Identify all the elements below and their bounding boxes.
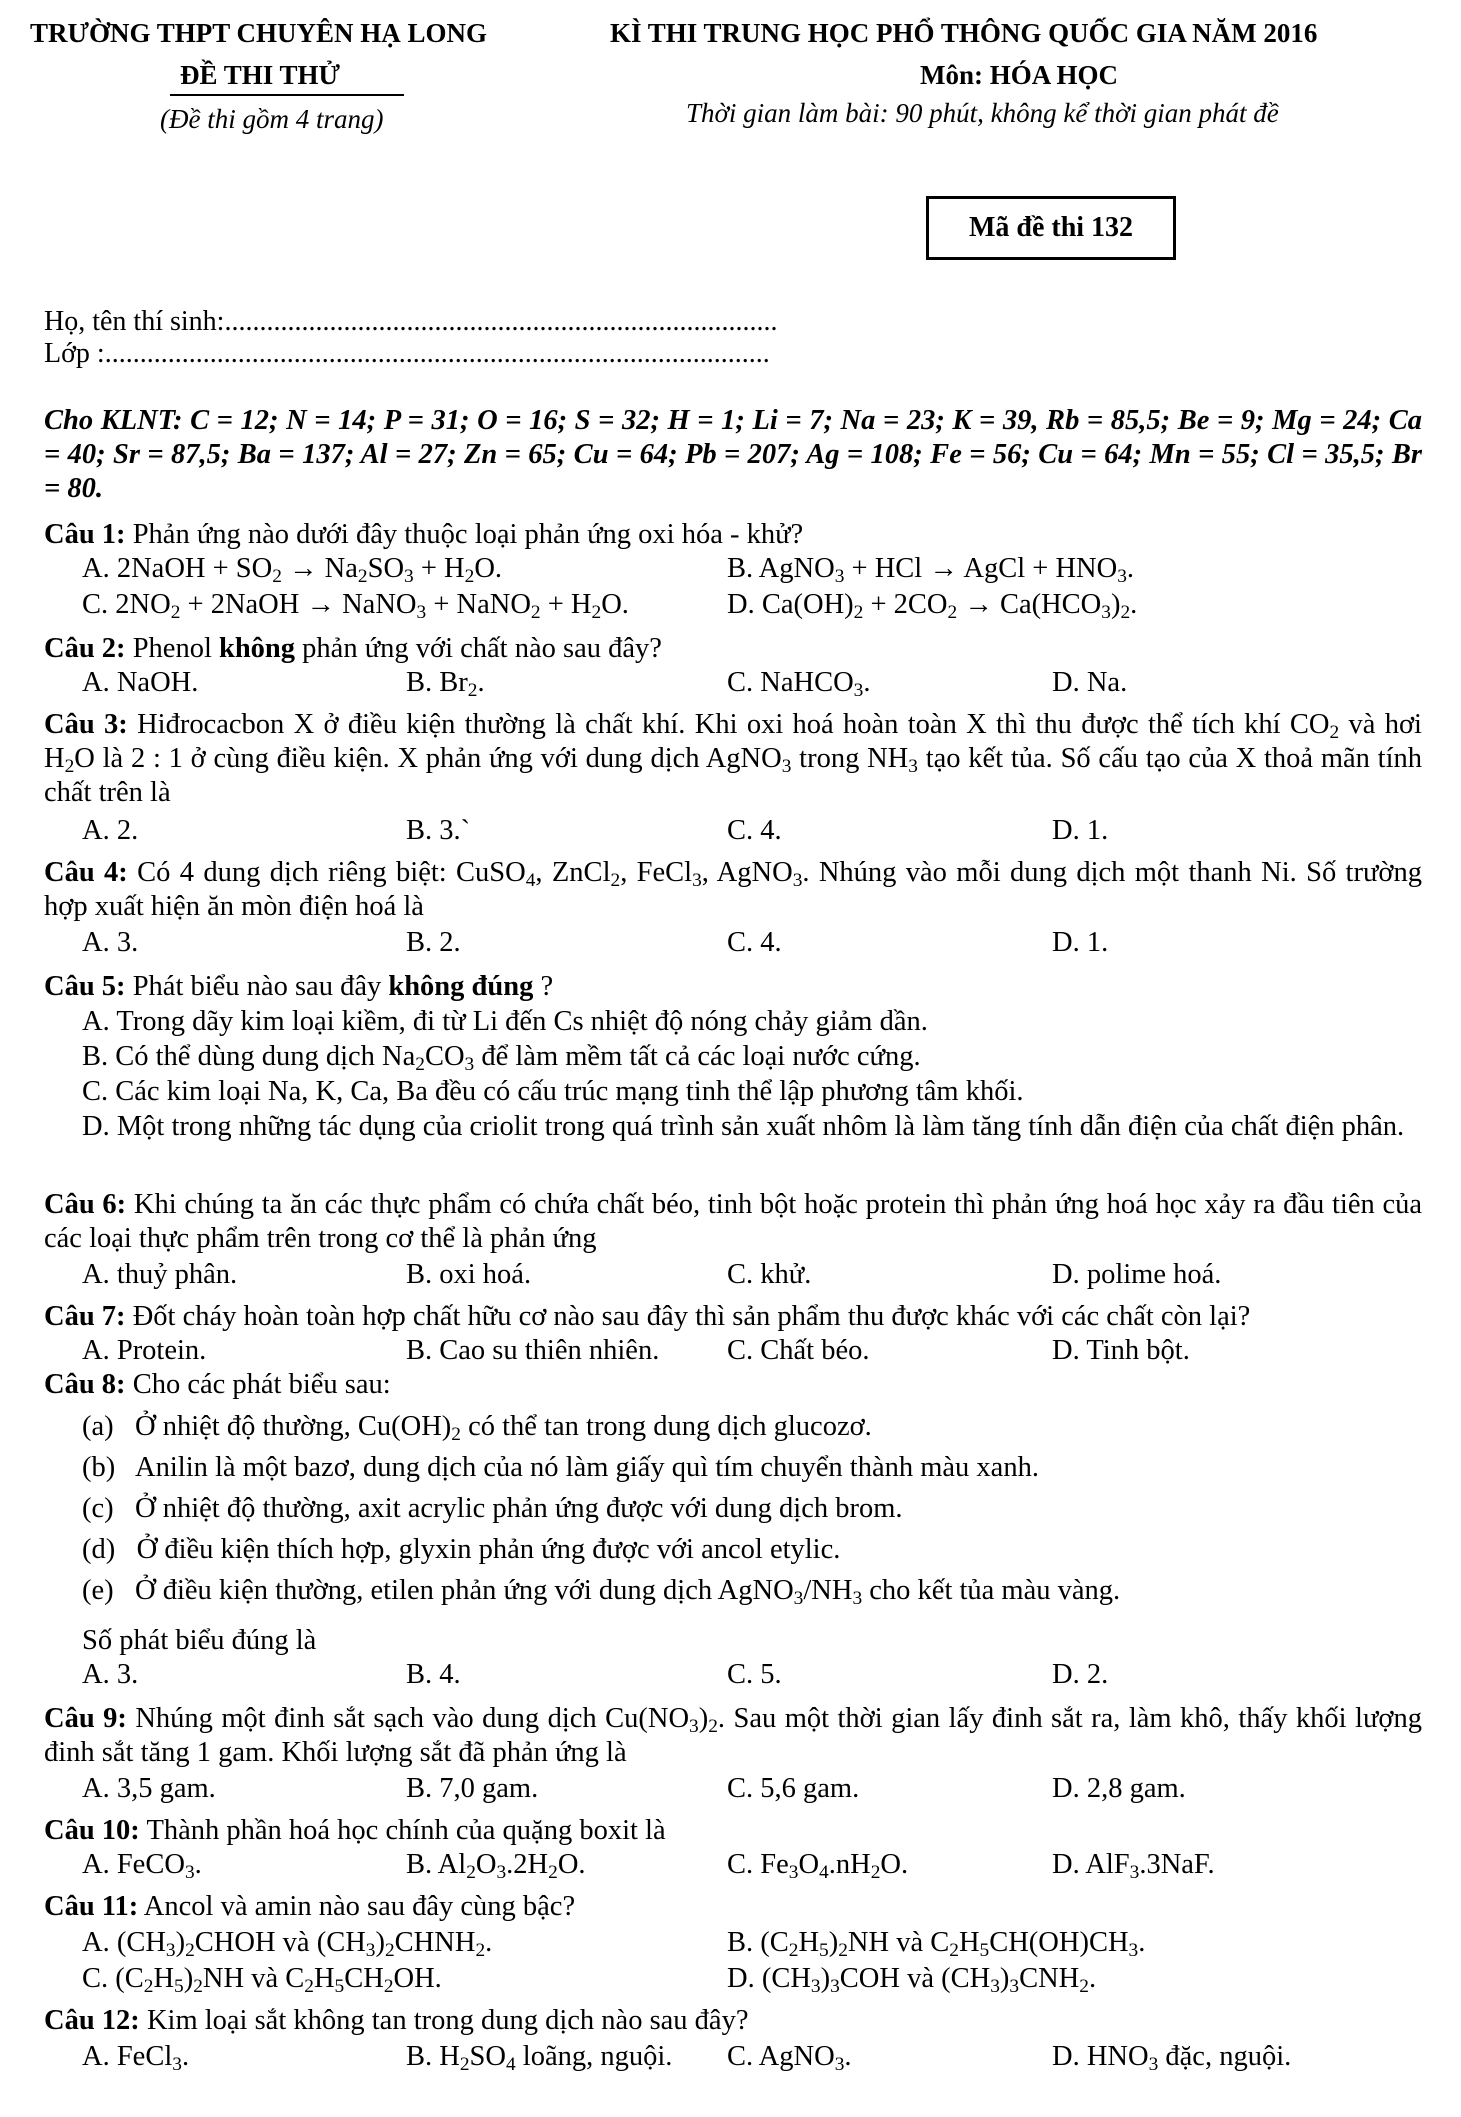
- q5-option-b: B. Có thể dùng dung dịch $Na_2CO_3$ để làm mềm tất cả các loại nước cứng.: [82, 1041, 921, 1075]
- q7-option-b: B. Cao su thiên nhiên.: [406, 1335, 660, 1366]
- question-1: [44, 518, 1422, 552]
- q11-option-c: C. $(C_2H_5)_2NH$ và $C_2H_5CH_2OH$.: [82, 1963, 442, 1997]
- q5-option-c: C. Các kim loại Na, K, Ca, Ba đều có cấu trúc mạng tinh thể lập phương tâm khối.: [82, 1076, 1024, 1107]
- q3-option-b: B. 3.`: [406, 815, 471, 846]
- question-text: Khi chúng ta ăn các thực phẩm có chứa chất béo, tinh bột hoặc protein thì phản ứng hoá học xảy ra đầu tiên của các loại thực phẩm trên trong cơ thể là phản ứng: [44, 1189, 1423, 1254]
- q10-option-d: D. AlF$_3$.3NaF.: [1052, 1849, 1215, 1883]
- question-number: Câu 4:: [44, 857, 128, 888]
- student-name-label: Họ, tên thí sinh:: [44, 306, 225, 337]
- question-text: Đốt cháy hoàn toàn hợp chất hữu cơ nào sau đây thì sản phẩm thu được khác với các chất còn lại?: [132, 1301, 1251, 1332]
- q5-option-d: D. Một trong những tác dụng của criolit trong quá trình sản xuất nhôm là làm tăng tính dẫn điện của chất điện phân.: [82, 1111, 1405, 1142]
- question-8: [44, 1368, 1422, 1402]
- q2-option-c: C. NaHCO$_3$.: [727, 667, 871, 701]
- q7-option-c: C. Chất béo.: [727, 1335, 870, 1366]
- question-number: Câu 10:: [44, 1815, 140, 1846]
- q1-option-b: B. AgNO$_3$ + HCl → AgCl + $HNO_3$.: [727, 553, 1135, 587]
- question-text: Cho các phát biểu sau:: [132, 1369, 391, 1400]
- q1-option-d: D. $Ca(OH)_2 + 2CO_2 \to Ca(HCO_3)_2$.: [727, 589, 1138, 623]
- q2-option-b: B. $Br_2$.: [406, 667, 485, 701]
- student-class-line: [44, 338, 770, 370]
- question-5: [44, 970, 1422, 1004]
- time-note: Thời gian làm bài: 90 phút, không kể thời gian phát đề: [686, 98, 1279, 128]
- q10-option-b: B. $Al_2O_3.2H_2O$.: [406, 1849, 586, 1883]
- question-number: Câu 11:: [44, 1891, 139, 1922]
- question-emphasis: không đúng: [388, 971, 534, 1002]
- question-12: [44, 2004, 1422, 2038]
- q8-option-c: C. 5.: [727, 1659, 782, 1690]
- q8-statement-e: (e) Ở điều kiện thường, etilen phản ứng với dung dịch $AgNO_3/NH_3$ cho kết tủa màu vàng.: [82, 1575, 1121, 1609]
- question-text: Phát biểu nào sau đây: [132, 971, 382, 1002]
- q2-option-d: D. Na.: [1052, 667, 1128, 698]
- q12-option-b: B. $H_2SO_4$ loãng, nguội.: [406, 2041, 673, 2075]
- question-number: Câu 9:: [44, 1703, 127, 1734]
- question-3: Câu 3: Hiđrocacbon X ở điều kiện thường là chất khí. Khi oxi hoá hoàn toàn X thì thu được thể tích khí $CO_2$ và hơi $H_2O$ là 2 : 1 ở cùng điều kiện. X phản ứng với dung dịch AgNO$_3$ trong $NH_3$ tạo kết tủa. Số cấu tạo của X thoả mãn tính chất trên là: [44, 709, 1422, 808]
- student-name-line: [44, 306, 777, 338]
- question-number: Câu 7:: [44, 1301, 126, 1332]
- q8-statement-a: (a) Ở nhiệt độ thường, $Cu(OH)_2$ có thể tan trong dung dịch glucozơ.: [82, 1411, 872, 1445]
- question-number: Câu 6:: [44, 1189, 127, 1220]
- q8-statement-b: (b) Anilin là một bazơ, dung dịch của nó làm giấy quì tím chuyển thành màu xanh.: [82, 1452, 1039, 1483]
- q1-option-a: A. 2NaOH + $SO_2 \to Na_2SO_3 + H_2O$.: [82, 553, 503, 587]
- question-number: Câu 1:: [44, 519, 126, 550]
- q11-option-d: D. $(CH_3)_3COH$ và $(CH_3)_3CNH_2$.: [727, 1963, 1097, 1997]
- q8-statement-d: (d) Ở điều kiện thích hợp, glyxin phản ứng được với ancol etylic.: [82, 1534, 841, 1565]
- q10-option-c: C. $Fe_3O_4.nH_2O$.: [727, 1849, 909, 1883]
- q9-option-d: D. 2,8 gam.: [1052, 1773, 1186, 1804]
- q3-option-d: D. 1.: [1052, 815, 1109, 846]
- question-10: [44, 1814, 1422, 1848]
- exam-title: KÌ THI TRUNG HỌC PHỔ THÔNG QUỐC GIA NĂM 2016: [610, 18, 1318, 48]
- q6-option-d: D. polime hoá.: [1052, 1259, 1222, 1290]
- question-4: Câu 4: Có 4 dung dịch riêng biệt: CuSO$_4$, ZnCl$_2$, FeCl$_3$, AgNO$_3$. Nhúng vào mỗi dung dịch một thanh Ni. Số trường hợp xuất hiện ăn mòn điện hoá là: [44, 857, 1422, 922]
- question-text: Kim loại sắt không tan trong dung dịch nào sau đây?: [146, 2005, 749, 2036]
- subject: Môn: HÓA HỌC: [920, 60, 1119, 90]
- student-class-label: Lớp :: [44, 338, 105, 369]
- question-text: Phenol: [132, 633, 212, 664]
- q7-option-a: A. Protein.: [82, 1335, 207, 1366]
- q9-option-b: B. 7,0 gam.: [406, 1773, 539, 1804]
- question-text: Phản ứng nào dưới đây thuộc loại phản ứng oxi hóa - khử?: [132, 519, 804, 550]
- q4-option-d: D. 1.: [1052, 927, 1109, 958]
- q3-option-a: A. 2.: [82, 815, 139, 846]
- q12-option-a: A. FeCl$_3$.: [82, 2041, 190, 2075]
- q7-option-d: D. Tinh bột.: [1052, 1335, 1190, 1366]
- q4-option-c: C. 4.: [727, 927, 782, 958]
- q2-option-a: A. NaOH.: [82, 667, 199, 698]
- question-2: [44, 632, 1422, 666]
- pages-note: (Đề thi gồm 4 trang): [160, 104, 384, 134]
- q4-option-a: A. 3.: [82, 927, 139, 958]
- q6-option-a: A. thuỷ phân.: [82, 1259, 238, 1290]
- q5-option-a: A. Trong dãy kim loại kiềm, đi từ Li đến Cs nhiệt độ nóng chảy giảm dần.: [82, 1006, 928, 1037]
- question-number: Câu 8:: [44, 1369, 126, 1400]
- q8-tail: Số phát biểu đúng là: [82, 1625, 317, 1656]
- q8-option-d: D. 2.: [1052, 1659, 1109, 1690]
- q3-option-c: C. 4.: [727, 815, 782, 846]
- question-number: Câu 12:: [44, 2005, 140, 2036]
- question-7: [44, 1300, 1422, 1334]
- question-text: ?: [540, 971, 554, 1002]
- atomic-masses: Cho KLNT: C = 12; N = 14; P = 31; O = 16; S = 32; H = 1; Li = 7; Na = 23; K = 39, Rb = 85,5; Be = 9; Mg = 24; Ca = 40; Sr = 87,5; Ba = 137; Al = 27; Zn = 65; Cu = 64; Pb = 207; Ag = 108; Fe = 56; Cu = 64; Mn = 55; Cl = 35,5; Br = 80.: [44, 405, 1422, 504]
- question-number: Câu 5:: [44, 971, 126, 1002]
- student-class-dots: ...............................................................................................: [104, 338, 770, 369]
- exam-type-underline: [170, 94, 404, 96]
- q12-option-c: C. AgNO$_3$.: [727, 2041, 852, 2075]
- question-text: Ancol và amin nào sau đây cùng bậc?: [143, 1891, 576, 1922]
- q6-option-b: B. oxi hoá.: [406, 1259, 532, 1290]
- q8-option-a: A. 3.: [82, 1659, 139, 1690]
- question-text: phản ứng với chất nào sau đây?: [302, 633, 662, 664]
- question-number: Câu 3:: [44, 709, 128, 740]
- q9-option-a: A. 3,5 gam.: [82, 1773, 216, 1804]
- question-9: Câu 9: Nhúng một đinh sắt sạch vào dung dịch $Cu(NO_3)_2$. Sau một thời gian lấy đinh sắt ra, làm khô, thấy khối lượng đinh sắt tăng 1 gam. Khối lượng sắt đã phản ứng là: [44, 1703, 1422, 1768]
- q11-option-b: B. $(C_2H_5)_2NH$ và $C_2H_5CH(OH)CH_3$.: [727, 1927, 1146, 1961]
- student-name-dots: ...............................................................................: [224, 306, 778, 337]
- q12-option-d: D. $HNO_3$ đặc, nguội.: [1052, 2041, 1292, 2075]
- question-6: [44, 1188, 1422, 1256]
- q9-option-c: C. 5,6 gam.: [727, 1773, 860, 1804]
- school-name: TRƯỜNG THPT CHUYÊN HẠ LONG: [30, 18, 488, 48]
- q11-option-a: A. $(CH_3)_2CHOH$ và $(CH_3)_2CHNH_2$.: [82, 1927, 493, 1961]
- question-11: [44, 1890, 1422, 1924]
- q8-option-b: B. 4.: [406, 1659, 461, 1690]
- q1-option-c: C. $2NO_2$ + 2NaOH → NaNO$_3$ + NaNO$_2$ + $H_2O$.: [82, 589, 629, 623]
- exam-type: ĐỀ THI THỬ: [180, 60, 341, 90]
- question-number: Câu 2:: [44, 633, 126, 664]
- question-text: Thành phần hoá học chính của quặng boxit là: [146, 1815, 666, 1846]
- question-emphasis: không: [218, 633, 296, 664]
- q8-statement-c: (c) Ở nhiệt độ thường, axit acrylic phản ứng được với dung dịch brom.: [82, 1493, 903, 1524]
- q6-option-c: C. khử.: [727, 1259, 812, 1290]
- exam-code-box: Mã đề thi 132: [926, 196, 1176, 260]
- q10-option-a: A. FeCO$_3$.: [82, 1849, 202, 1883]
- q4-option-b: B. 2.: [406, 927, 461, 958]
